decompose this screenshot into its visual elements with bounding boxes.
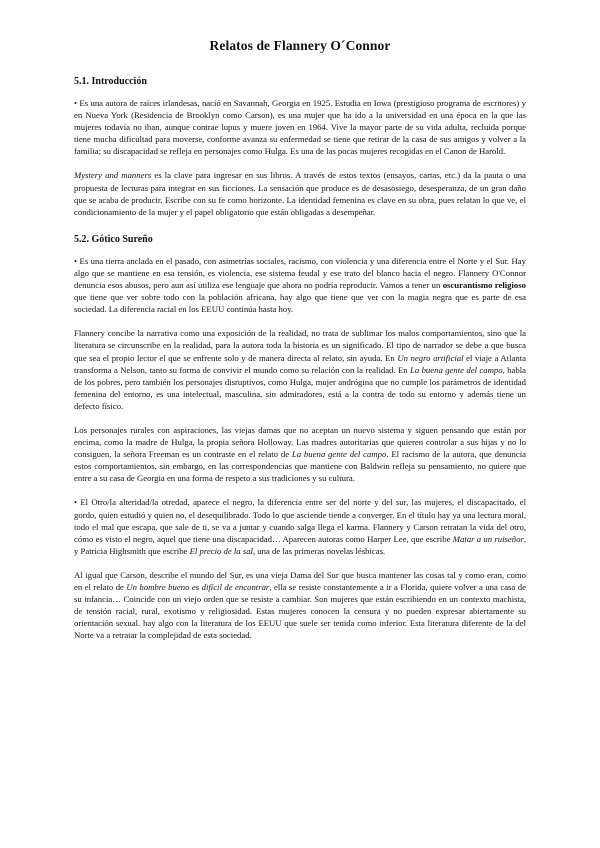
italic-title: La buena gente del campo (291, 449, 387, 460)
text-run: , y Patricia Highsmith que escribe (74, 533, 526, 556)
text-run: . El racismo de la autora, que denuncia estos comportamientos, sin embargo, en las correspondencias que mantiene con Baldwin refleja su pensamiento, no quiere que entre a su casa de Georgia en una forma de respeto a sus tradiciones y su cultura. (74, 449, 526, 484)
section-heading-introduccion: 5.1. Introducción (74, 76, 147, 87)
text-run: el viaje a Atlanta transforma a Nelson, tanto su forma de convivir el mundo como su relación con la realidad. En (74, 352, 526, 375)
document-title: Relatos de Flannery O´Connor (209, 38, 391, 53)
text-run: , habla de los pobres, pero también los personajes disruptivos, como Hulga, mujer andrógina que no cumple los parámetros de identidad femenina del entorno, es una intelectual, masculina, sin admiradores, está a la contra de todo su entorno y además tiene un defecto físico. (74, 364, 526, 411)
section-heading-gotico-sureno: 5.2. Gótico Sureño (74, 233, 153, 245)
italic-title: El precio de la sal (189, 545, 253, 556)
text-run: • El Otro/la alteridad/la otredad, aparece el negro, la diferencia entre ser del norte y del sur, las mujeres, el discapacitado, el gordo, quien estudió y quien no, el desequilibrado. Todo lo que asciende tiende a converger. En el título hay ya una lectura moral, todo el mal que escapa, que sale de ti, se va a juntar y cuando salga llega el karma. Flannery y Carson retratan la vida del otro, cómo es visto el negro, aquel que tiene una discapacidad… Aparecen autoras como Harper Lee, que escribe (74, 497, 526, 544)
paragraph (74, 169, 526, 217)
text-run: que tiene que ver sobre todo con la población africana, hay algo que tiene que ver con la magia negra que es parte de esa sociedad. La diferencia racial en los EEUU continúa hasta hoy. (74, 292, 526, 315)
paragraph (74, 569, 526, 642)
text-run: es la clave para ingresar en sus libros. A través de estos textos (ensayos, cartas, etc.) da la pauta o una propuesta de lecturas para integrar en sus ficciones. La sensación que produce es de desasosiego, desesperanza, de un gran daño que se acaba de producir. Escribe con su fe como horizonte. La identidad femenina es clave en su obra, pues relatan lo que ve, el condicionamiento de la mujer y el papel obligatorio que están obligadas a desempeñar. (74, 170, 527, 217)
text-run: • Es una tierra anclada en el pasado, con asimetrías sociales, racismo, con violencia y una diferencia entre el Norte y el Sur. Hay algo que se mantiene en esa tensión, es violencia, ese sistema feudal y ese trato del blanco hacia el negro. Flannery O'Connor denuncia esos abusos, pero aun así utiliza ese lenguaje que ahora no podría reproducir. Vamos a tener un (74, 255, 526, 291)
paragraph (74, 424, 526, 484)
text-run: Al igual que Carson, describe el mundo del Sur, es una vieja Dama del Sur que busca mantener las cosas tal y como eran, como en el relato de (74, 569, 526, 592)
italic-title: Un negro artificial (397, 352, 464, 363)
italic-title: Un hombre bueno es difícil de encontrar (126, 582, 270, 592)
text-run: Flannery concibe la narrativa como una exposición de la realidad, no trata de sublimar los malos comportamientos, sino que la literatura se circunscribe en la realidad, para la autora toda la historia es un significado. El tipo de narrador se debe a que busca que sea el propio lector el que se enfrente solo y de manera directa al relato, sin ayuda. En (74, 328, 526, 363)
italic-title: Mystery and manners (74, 170, 152, 181)
paragraph (74, 496, 526, 556)
bold-term: oscurantismo religioso (442, 280, 526, 291)
text-run: , una de las primeras novelas lésbicas. (252, 545, 386, 556)
text-run: • Es una autora de raíces irlandesas, nació en Savannah, Georgia en 1925. Estudia en Iowa (prestigioso programa de escritores) y en Nueva York (Residencia de Brooklyn como Carson), es una mujer que ha ido a la universidad en una época en la que las mujeres todavía no iban, aunque contrae lupus y muere joven en 1964. Vive la mayor parte de su vida adulta, recluida porque tiene mucha dificultad para moverse, conforme avanza su enfermedad se tiene que retirar de la casa de sus amigos y volver a la familia; su discapacidad se refleja en personajes como Hulga. Es una de las pocas mujeres recogidas en el Canon de Harold. (74, 98, 526, 157)
italic-title: Matar a un ruiseñor (452, 533, 524, 544)
paragraph (74, 327, 526, 412)
paragraph (74, 97, 526, 157)
text-run: Los personajes rurales con aspiraciones, las viejas damas que no aceptan un nuevo sistema y siguen pensando que están por encima, como la madre de Hulga, la propia señora Holloway. Las madres autoritarias que quieren controlar a sus hijas y no lo consiguen, la señora Freeman es un contraste en el relato de (74, 424, 526, 460)
paragraph (74, 255, 526, 315)
italic-title: La buena gente del campo (410, 364, 503, 375)
text-run: , ella se resiste constantemente a ir a Florida, quiere volver a una casa de su infancia… Coincide con un viejo orden que se resiste a cambiar. Son mujeres que están escribiendo en un contexto machista, de tensión racial, rural, exotismo y religiosidad. Estas mujeres conocen la censura y no pueden expresar abiertamente su orientación sexual. hay algo con la literatura de los EEUU que suele ser tenida como inferior. Esta literatura diferente de la del Norte va a retratar la complejidad de esta sociedad. (74, 582, 526, 641)
